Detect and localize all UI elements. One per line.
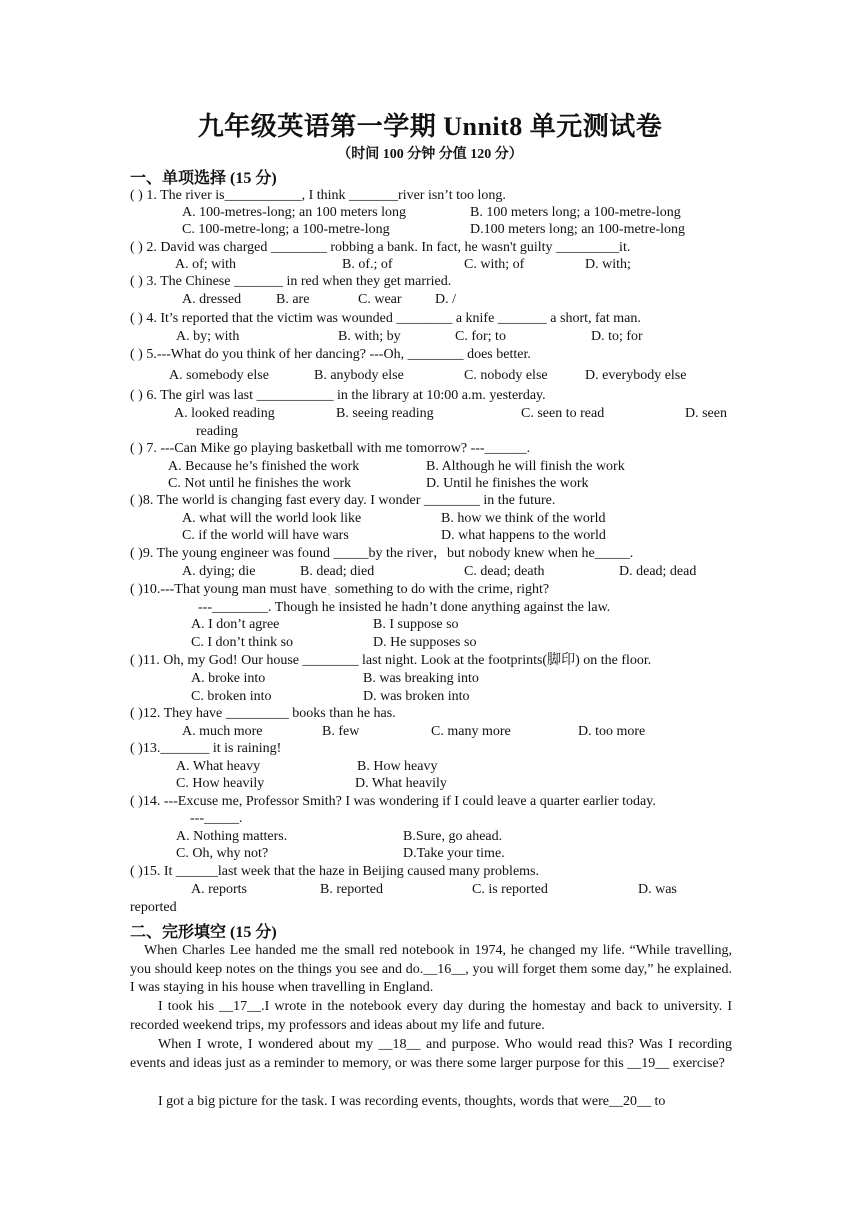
q14-option-b: B.Sure, go ahead.: [403, 829, 503, 844]
q2-option-b: B. of.; of: [342, 257, 393, 272]
q7-option-c: C. Not until he finishes the work: [168, 476, 352, 491]
question-2: ( ) 2. David was charged ________ robbing a bank. In fact, he wasn't guilty _________it.: [130, 240, 631, 255]
q15-option-d-wrap: reported: [130, 900, 177, 915]
section-heading-2: 二、完形填空 (15 分): [130, 924, 277, 941]
q10-option-c: C. I don’t think so: [191, 635, 294, 650]
q11-option-d: D. was broken into: [363, 689, 470, 704]
q4-option-a: A. by; with: [176, 329, 240, 344]
q5-option-d: D. everybody else: [585, 368, 687, 383]
section-heading-1: 一、单项选择 (15 分): [130, 170, 277, 187]
q13-option-c: C. How heavily: [176, 776, 265, 791]
q13-option-b: B. How heavy: [357, 759, 438, 774]
question-3: ( ) 3. The Chinese _______ in red when they get married.: [130, 274, 452, 289]
q7-option-b: B. Although he will finish the work: [426, 459, 625, 474]
question-10: [130, 581, 549, 598]
q1-option-a: A. 100-metres-long; an 100 meters long: [182, 205, 406, 220]
q5-option-a: A. somebody else: [169, 368, 269, 383]
q3-option-a: A. dressed: [182, 292, 242, 307]
cloze-paragraph-1: When Charles Lee handed me the small red notebook in 1974, he changed my life. “While travelling, you should keep notes on the things you see and do.__16__, you will forget them some day,” he explained. I was staying in his house when travelling in England.: [130, 943, 732, 996]
q14-option-c: C. Oh, why not?: [176, 846, 269, 861]
q14-option-d: D.Take your time.: [403, 846, 505, 861]
q9-option-d: D. dead; dead: [619, 564, 697, 579]
q3-option-d: D. /: [435, 292, 456, 307]
q8-option-a: A. what will the world look like: [182, 511, 362, 526]
q8-option-b: B. how we think of the world: [441, 511, 606, 526]
cloze-paragraph-3: When I wrote, I wondered about my __18__ and purpose. Who would read this? Was I recording events and ideas just as a reminder to memory, or was there some larger purpose for this __19__ exercise?: [130, 1037, 732, 1071]
q6-option-d-wrap: reading: [196, 424, 238, 439]
question-5: ( ) 5.---What do you think of her dancing? ---Oh, ________ does better.: [130, 347, 531, 362]
cloze-paragraph-2: I took his __17__.I wrote in the notebook every day during the homestay and back to university. I recorded weekend trips, my professors and ideas about my life and future.: [130, 999, 732, 1033]
q7-option-a: A. Because he’s finished the work: [168, 459, 360, 474]
q3-option-b: B. are: [276, 292, 310, 307]
q2-option-d: D. with;: [585, 257, 631, 272]
q5-option-c: C. nobody else: [464, 368, 548, 383]
page-title: 九年级英语第一学期 Unnit8 单元测试卷: [197, 112, 663, 141]
q1-option-d: D.100 meters long; an 100-metre-long: [470, 222, 686, 237]
q4-option-c: C. for; to: [455, 329, 506, 344]
question-9: ( )9. The young engineer was found _____by the river，but nobody knew when he_____.: [130, 546, 634, 561]
q15-option-c: C. is reported: [472, 882, 548, 897]
q8-option-c: C. if the world will have wars: [182, 528, 349, 543]
q5-option-b: B. anybody else: [314, 368, 404, 383]
q10-option-d: D. He supposes so: [373, 635, 477, 650]
q15-option-b: B. reported: [320, 882, 383, 897]
q9-option-c: C. dead; death: [464, 564, 545, 579]
question-12: ( )12. They have _________ books than he has.: [130, 706, 396, 721]
page-subtitle: （时间 100 分钟 分值 120 分）: [337, 147, 523, 162]
q9-option-a: A. dying; die: [182, 564, 256, 579]
q6-option-b: B. seeing reading: [336, 406, 434, 421]
q12-option-b: B. few: [322, 724, 360, 739]
question-14-dialogue: ---_____.: [190, 811, 243, 826]
q15-option-a: A. reports: [191, 882, 247, 897]
question-8: ( )8. The world is changing fast every day. I wonder ________ in the future.: [130, 493, 556, 508]
q13-option-a: A. What heavy: [176, 759, 261, 774]
q14-option-a: A. Nothing matters.: [176, 829, 288, 844]
q12-option-c: C. many more: [431, 724, 511, 739]
question-10-text-start: ( )10.---That young man must have: [130, 582, 327, 597]
q4-option-d: D. to; for: [591, 329, 643, 344]
question-15: ( )15. It ______last week that the haze in Beijing caused many problems.: [130, 864, 540, 879]
q4-option-b: B. with; by: [338, 329, 401, 344]
q10-option-b: B. I suppose so: [373, 617, 459, 632]
question-14: ( )14. ---Excuse me, Professor Smith? I was wondering if I could leave a quarter earlier today.: [130, 794, 656, 809]
question-11: ( )11. Oh, my God! Our house ________ last night. Look at the footprints(脚印) on the floor.: [130, 653, 652, 668]
q6-option-c: C. seen to read: [521, 406, 605, 421]
q3-option-c: C. wear: [358, 292, 402, 307]
question-13: ( )13._______ it is raining!: [130, 741, 282, 756]
q12-option-d: D. too more: [578, 724, 646, 739]
question-10-dialogue: ---________. Though he insisted he hadn’t done anything against the law.: [198, 600, 611, 615]
q6-option-d: D. seen: [685, 406, 727, 421]
q7-option-d: D. Until he finishes the work: [426, 476, 589, 491]
q11-option-b: B. was breaking into: [363, 671, 479, 686]
question-1: ( ) 1. The river is___________, I think _______river isn’t too long.: [130, 188, 506, 203]
q8-option-d: D. what happens to the world: [441, 528, 606, 543]
question-7: ( ) 7. ---Can Mike go playing basketball with me tomorrow? ---______.: [130, 441, 531, 456]
q13-option-d: D. What heavily: [355, 776, 447, 791]
q11-option-c: C. broken into: [191, 689, 272, 704]
edit-mark-icon: ˯: [326, 582, 332, 597]
question-4: ( ) 4. It’s reported that the victim was wounded ________ a knife _______ a short, fat man.: [130, 311, 641, 326]
q15-option-d: D. was: [638, 882, 677, 897]
question-10-text-end: something to do with the crime, right?: [331, 582, 550, 597]
q12-option-a: A. much more: [182, 724, 263, 739]
cloze-paragraph-4: I got a big picture for the task. I was recording events, thoughts, words that were__20__ to: [158, 1094, 666, 1109]
q1-option-c: C. 100-metre-long; a 100-metre-long: [182, 222, 390, 237]
q1-option-b: B. 100 meters long; a 100-metre-long: [470, 205, 681, 220]
q10-option-a: A. I don’t agree: [191, 617, 280, 632]
q9-option-b: B. dead; died: [300, 564, 375, 579]
q2-option-a: A. of; with: [175, 257, 237, 272]
q6-option-a: A. looked reading: [174, 406, 275, 421]
q2-option-c: C. with; of: [464, 257, 525, 272]
q11-option-a: A. broke into: [191, 671, 266, 686]
question-6: ( ) 6. The girl was last ___________ in the library at 10:00 a.m. yesterday.: [130, 388, 546, 403]
